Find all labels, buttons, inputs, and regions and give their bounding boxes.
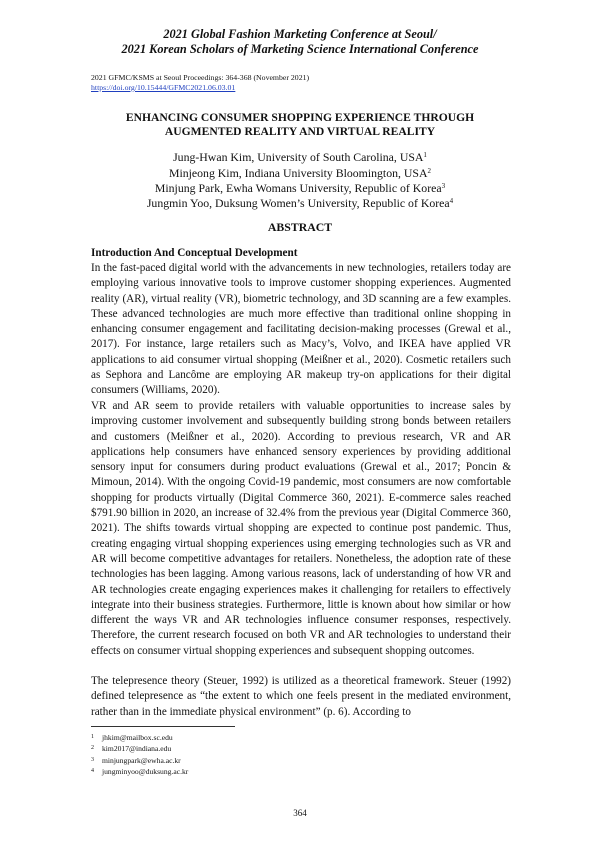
footnote-email: minjungpark@ewha.ac.kr (102, 755, 181, 765)
author-3 (0, 181, 600, 196)
footnote-divider (91, 726, 235, 727)
author-text: Jungmin Yoo, Duksung Women’s University, Republic of Korea (146, 196, 450, 210)
footnote-4 (91, 766, 188, 777)
paper-title-line2: AUGMENTED REALITY AND VIRTUAL REALITY (164, 125, 436, 138)
footnote-number: 2 (91, 745, 94, 752)
author-2 (0, 166, 600, 181)
author-text: Jung-Hwan Kim, University of South Carolina, USA (173, 150, 424, 164)
footnotes (91, 732, 188, 777)
footnote-number: 1 (91, 734, 94, 740)
paragraph-3: The telepresence theory (Steuer, 1992) is utilized as a theoretical framework. Steuer (1992) defined telepresence as “the extent to which one feels present in the mediated environment, rather than in the immediate physical environment” (p. 6). According to (91, 675, 511, 718)
footnote-number: 3 (91, 756, 94, 763)
paragraph-1: In the fast-paced digital world with the advancements in new technologies, retailers today are employing various innovative tools to improve customer shopping experiences. Augmented reality (AR), virtual reality (VR), biometric technology, and 3D scanning are a few examples. These advanced technologies are much more effective than traditional online shopping in enhancing consumer engagement and facilitating decision-making processes (Grewal et al., 2017). For instance, large retailers such as Macy’s, Volvo, and IKEA have applied VR applications to aid consumer virtual shopping (Meißner et al., 2020). Cosmetic retailers such as Sephora and Lancôme are employing AR makeup try-on applications for their digital consumers (Williams, 2020). (91, 262, 511, 397)
footnote-email: jhkim@mailbox.sc.edu (102, 733, 173, 742)
proceedings-info: 2021 GFMC/KSMS at Seoul Proceedings: 364-368 (November 2021) (91, 73, 310, 82)
footnote-email: jungminyoo@duksung.ac.kr (102, 766, 189, 776)
footnote-number: 4 (91, 767, 94, 774)
footnote-2 (91, 743, 188, 754)
conference-title-line2: 2021 Korean Scholars of Marketing Science International Conference (121, 42, 479, 56)
author-footnote-mark: 4 (449, 197, 454, 205)
author-footnote-mark: 2 (427, 167, 432, 175)
section-heading: Introduction And Conceptual Development (91, 247, 298, 259)
author-text: Minjeong Kim, Indiana University Bloomington, USA (168, 166, 428, 180)
abstract-heading: ABSTRACT (267, 220, 333, 234)
conference-title-line1: 2021 Global Fashion Marketing Conference at Seoul/ (163, 27, 437, 41)
paper-title-line1: ENHANCING CONSUMER SHOPPING EXPERIENCE THROUGH (125, 111, 475, 124)
footnote-email: kim2017@indiana.edu (102, 744, 172, 754)
author-4 (0, 196, 600, 211)
author-text: Minjung Park, Ewha Womans University, Republic of Korea (154, 181, 442, 195)
paragraph-2: VR and AR seem to provide retailers with valuable opportunities to increase sales by improving customer involvement and subsequently building strong bonds between retailers and customers (Meißner et al., 2020). According to previous research, VR and AR applications help consumers have enhanced sensory experiences by providing additional sensory input for consumers during product evaluations (Grewal et al., 2017; Poncin & Mimoun, 2014). With the ongoing Covid-19 pandemic, most consumers are now comfortable shopping for products virtually (Digital Commerce 360, 2021). E-commerce sales reached $791.90 billion in 2020, an increase of 32.4% from the previous year (Digital Commerce 360, 2021). The shifts towards virtual shopping are expected to continue post pandemic. Thus, creating engaging virtual shopping experiences using emerging technologies such as VR and AR will become competitive advantages for retailers. Nonetheless, the adoption rate of these technologies has been lagging. Among various reasons, lack of understanding of how VR and AR technologies create engaging experiences makes it challenging for retailers to effectively integrate into their business strategies. Furthermore, little is known about how similar or how different the ways VR and AR technologies influence consumer responses, respectively. Therefore, the current research focused on both VR and AR technologies to understand their effects on consumer virtual shopping experiences and subsequent shopping outcomes. (91, 400, 511, 657)
author-footnote-mark: 3 (441, 182, 446, 190)
footnote-3 (91, 755, 188, 766)
footnote-1 (91, 732, 188, 743)
doi-link[interactable]: https://doi.org/10.15444/GFMC2021.06.03.01 (91, 83, 236, 92)
page-number: 364 (293, 808, 307, 818)
author-footnote-mark: 1 (423, 151, 427, 159)
author-1 (0, 150, 600, 165)
